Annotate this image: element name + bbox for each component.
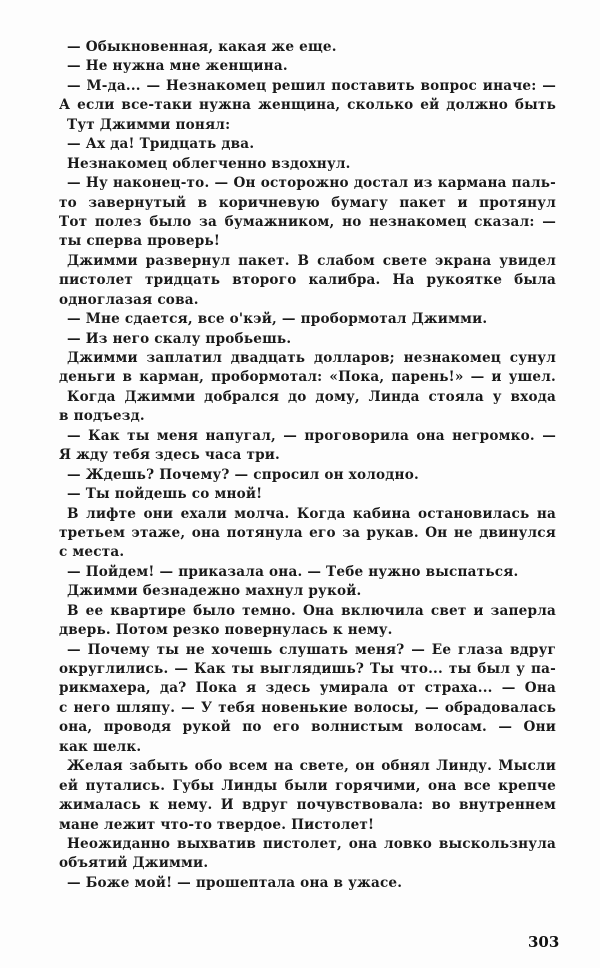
text-line: мане лежит что-то твердое. Пистолет! xyxy=(59,816,375,833)
text-line: Незнакомец облегченно вздохнул. xyxy=(67,155,351,172)
text-line: ты сперва проверь! xyxy=(59,233,221,250)
text-line: — Из него скалу пробьешь. xyxy=(67,330,292,347)
text-line: — Почему ты не хочешь слушать меня? — Ее глаза вдруг xyxy=(67,641,556,658)
text-line: она, проводя рукой по его волнистым волосам. — Они xyxy=(59,719,556,736)
text-line: А если все-таки нужна женщина, сколько ей должно быть xyxy=(59,97,556,114)
text-line: в подъезд. xyxy=(59,408,145,425)
text-line: деньги в карман, пробормотал: «Пока, парень!» — и ушел. xyxy=(59,369,556,386)
text-line: жималась к нему. И вдруг почувствовала: во внутреннем xyxy=(59,797,556,814)
text-line: ей путались. Губы Линды были горячими, она все крепче xyxy=(59,777,556,794)
text-line: округлились. — Как ты выглядишь? Ты что... ты был у па- xyxy=(59,661,556,677)
text-line: — Ты пойдешь со мной! xyxy=(67,486,263,503)
text-line: — Боже мой! — прошептала она в ужасе. xyxy=(67,874,403,891)
text-line: Я жду тебя здесь часа три. xyxy=(59,447,280,464)
text-line: — Не нужна мне женщина. xyxy=(67,58,288,75)
text-line: с места. xyxy=(59,544,125,561)
text-line: с него шляпу. — У тебя новенькие волосы, — обрадовалась xyxy=(59,699,556,716)
text-line: рикмахера, да? Пока я здесь умирала от страха... — Она xyxy=(59,680,556,697)
text-line: дверь. Потом резко повернулась к нему. xyxy=(59,622,393,639)
text-line: — Ну наконец-то. — Он осторожно достал из кармана паль- xyxy=(67,175,556,192)
text-line: — Ах да! Тридцать два. xyxy=(67,136,255,153)
text-line: одноглазая сова. xyxy=(59,291,199,308)
text-line: Неожиданно выхватив пистолет, она ловко выскользнула xyxy=(67,835,556,852)
text-line: — Обыкновенная, какая же еще. xyxy=(67,39,337,55)
text-line: — Ждешь? Почему? — спросил он холодно. xyxy=(67,466,419,483)
text-line: — Как ты меня напугал, — проговорила она негромко. — xyxy=(67,427,556,444)
text-line: объятий Джимми. xyxy=(59,855,209,872)
text-line: — М-да... — Незнакомец решил поставить вопрос иначе: — xyxy=(67,77,556,94)
text-line: третьем этаже, она потянула его за рукав. Он не двинулся xyxy=(59,524,556,541)
text-line: Тот полез было за бумажником, но незнакомец сказал: — xyxy=(59,213,556,230)
text-line: пистолет тридцать второго калибра. На рукоятке была xyxy=(59,272,556,289)
text-line: — Мне сдается, все о'кэй, — пробормотал Джимми. xyxy=(67,311,488,328)
text-line: Джимми развернул пакет. В слабом свете экрана увидел xyxy=(67,252,556,269)
text-line: Джимми заплатил двадцать долларов; незнакомец сунул xyxy=(67,350,556,366)
text-line: Когда Джимми добрался до дому, Линда стояла у входа xyxy=(67,388,556,405)
text-line: Тут Джимми понял: xyxy=(67,116,231,133)
page-number: 303 xyxy=(528,933,560,951)
text-line: В лифте они ехали молча. Когда кабина остановилась на xyxy=(67,505,556,522)
text-line: Джимми безнадежно махнул рукой. xyxy=(67,583,362,600)
text-line: В ее квартире было темно. Она включила свет и заперла xyxy=(67,602,556,619)
text-line: — Пойдем! — приказала она. — Тебе нужно выспаться. xyxy=(67,563,519,580)
text-line: как шелк. xyxy=(59,738,142,755)
text-line: то завернутый в коричневую бумагу пакет и протянул xyxy=(59,194,556,211)
text-line: Желая забыть обо всем на свете, он обнял Линду. Мысли xyxy=(67,758,556,775)
page-body-text xyxy=(59,38,556,893)
